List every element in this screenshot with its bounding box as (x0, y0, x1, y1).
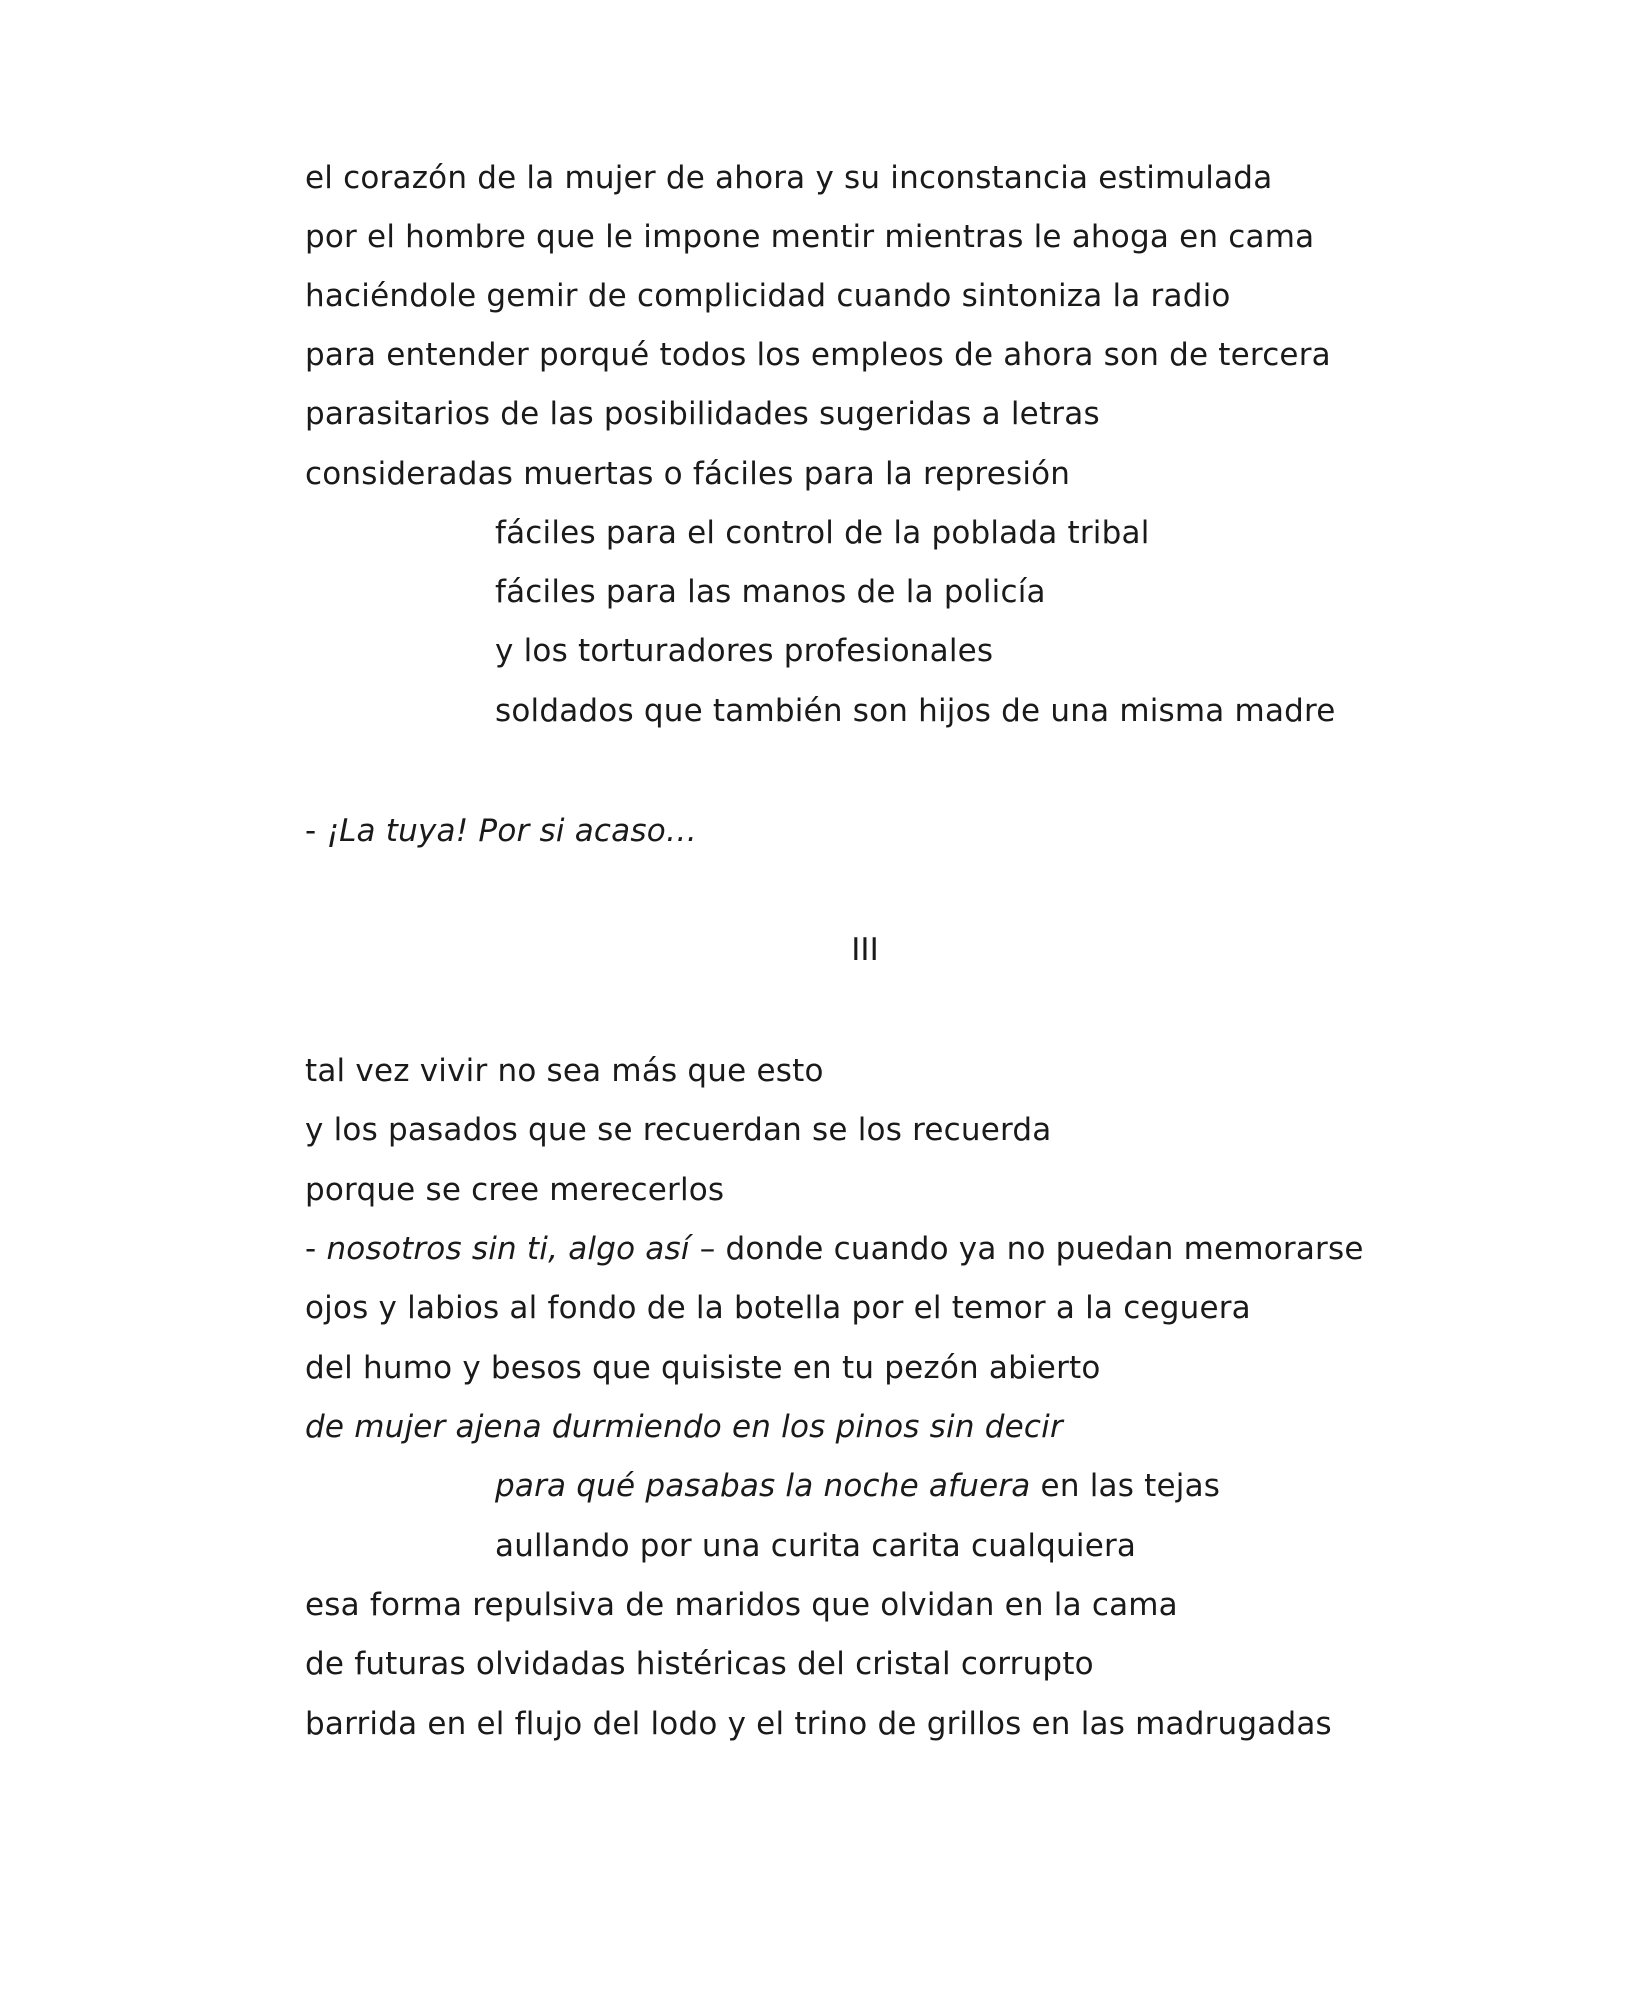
poem-line: por el hombre que le impone mentir mientras le ahoga en cama (305, 219, 1315, 255)
poem-line-italic: de mujer ajena durmiendo en los pinos sin decir (305, 1409, 1063, 1445)
poem-line: consideradas muertas o fáciles para la represión (305, 456, 1071, 492)
dialogue-dash: - (305, 813, 327, 849)
poem-line: haciéndole gemir de complicidad cuando sintoniza la radio (305, 278, 1231, 314)
poem-line: parasitarios de las posibilidades sugeridas a letras (305, 396, 1100, 432)
line-rest: en las tejas (1030, 1468, 1221, 1504)
poem-line: ojos y labios al fondo de la botella por el temor a la ceguera (305, 1290, 1251, 1326)
poem-line: de futuras olvidadas histéricas del cristal corrupto (305, 1646, 1094, 1682)
section-number: III (851, 932, 879, 968)
line-rest: – donde cuando ya no puedan memorarse (689, 1231, 1364, 1267)
poem-line: del humo y besos que quisiste en tu pezón abierto (305, 1350, 1101, 1386)
poem-line: y los pasados que se recuerdan se los recuerda (305, 1112, 1052, 1148)
poem-line-indented: fáciles para el control de la poblada tribal (495, 515, 1150, 551)
dialogue-text: ¡La tuya! Por si acaso… (326, 813, 698, 849)
poem-line: barrida en el flujo del lodo y el trino de grillos en las madrugadas (305, 1706, 1332, 1742)
poem-line-indented: soldados que también son hijos de una misma madre (495, 693, 1336, 729)
poem-line-mixed (305, 1229, 1364, 1269)
poem-line-indented: aullando por una curita carita cualquiera (495, 1528, 1137, 1564)
poem-line: tal vez vivir no sea más que esto (305, 1053, 824, 1089)
dialogue-line (305, 811, 697, 851)
poem-line: el corazón de la mujer de ahora y su inconstancia estimulada (305, 160, 1273, 196)
poem-line: esa forma repulsiva de maridos que olvidan en la cama (305, 1587, 1178, 1623)
poem-line-indented-mixed (495, 1466, 1220, 1506)
line-italic-part: nosotros sin ti, algo así (326, 1231, 690, 1267)
line-dash: - (305, 1231, 327, 1267)
poem-line-indented: fáciles para las manos de la policía (495, 574, 1046, 610)
poem-line: para entender porqué todos los empleos de ahora son de tercera (305, 337, 1331, 373)
poem-line-indented: y los torturadores profesionales (495, 633, 994, 669)
line-italic-part: para qué pasabas la noche afuera (495, 1468, 1031, 1504)
poem-line: porque se cree merecerlos (305, 1172, 725, 1208)
